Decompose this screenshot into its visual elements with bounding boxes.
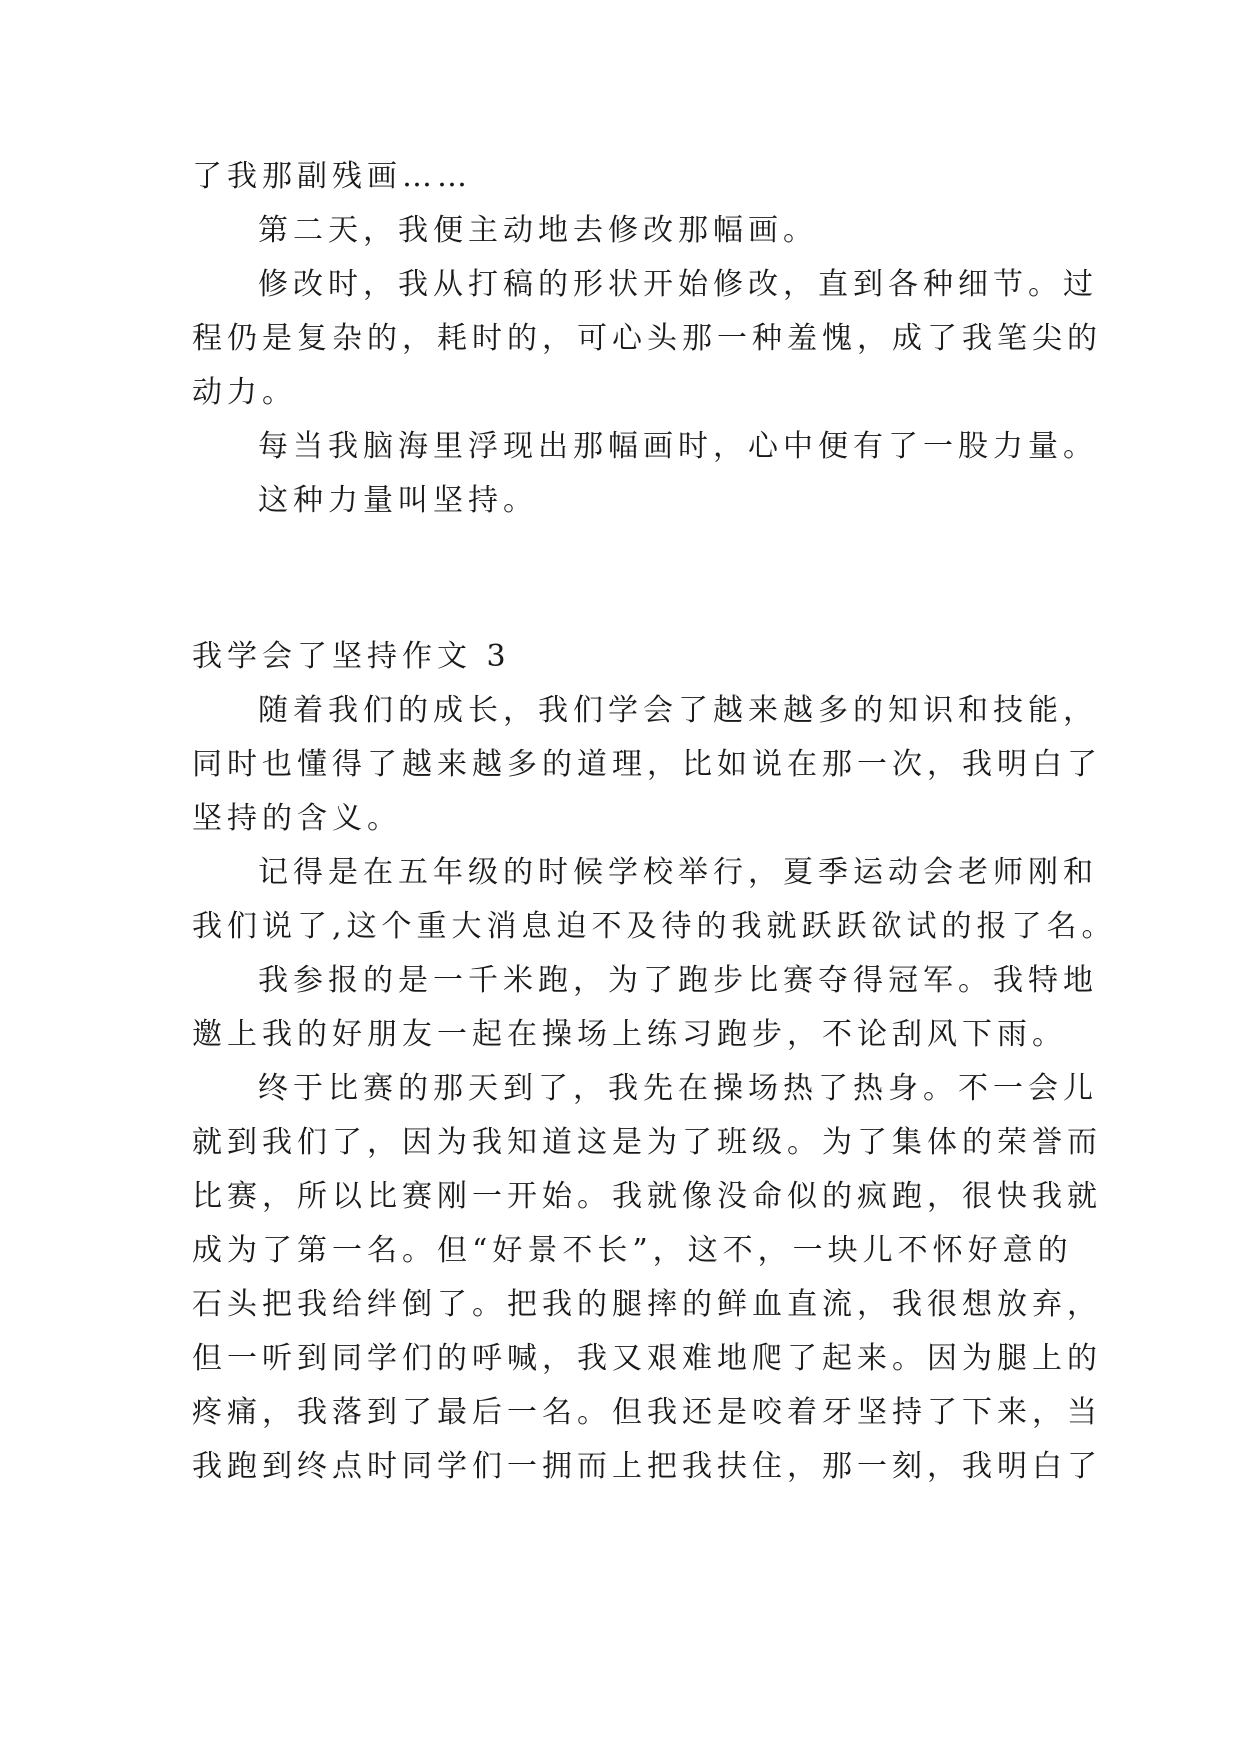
text-line: 坚持的含义。 bbox=[192, 801, 402, 836]
paragraph-line: 第二天，我便主动地去修改那幅画。 bbox=[258, 213, 818, 248]
text-line: 程仍是复杂的，耗时的，可心头那一种羞愧，成了我笔尖的 bbox=[192, 321, 1102, 356]
paragraph-line: 终于比赛的那天到了，我先在操场热了热身。不一会儿 bbox=[258, 1071, 1098, 1106]
text-line: 邀上我的好朋友一起在操场上练习跑步，不论刮风下雨。 bbox=[192, 1017, 1067, 1052]
text-line: 就到我们了，因为我知道这是为了班级。为了集体的荣誉而 bbox=[192, 1125, 1102, 1160]
text-line: 我跑到终点时同学们一拥而上把我扶住，那一刻，我明白了 bbox=[192, 1449, 1102, 1484]
paragraph-line: 我参报的是一千米跑，为了跑步比赛夺得冠军。我特地 bbox=[258, 963, 1098, 998]
text-line: 动力。 bbox=[192, 375, 297, 410]
text-line: 同时也懂得了越来越多的道理，比如说在那一次，我明白了 bbox=[192, 747, 1102, 782]
paragraph-line: 修改时，我从打稿的形状开始修改，直到各种细节。过 bbox=[258, 267, 1098, 302]
text-line: 比赛，所以比赛刚一开始。我就像没命似的疯跑，很快我就 bbox=[192, 1179, 1102, 1214]
essay-title: 我学会了坚持作文 3 bbox=[192, 639, 511, 674]
paragraph-line: 随着我们的成长，我们学会了越来越多的知识和技能， bbox=[258, 693, 1098, 728]
section-gap bbox=[192, 528, 1072, 630]
document-page bbox=[192, 150, 1117, 1494]
paragraph-line: 每当我脑海里浮现出那幅画时，心中便有了一股力量。 bbox=[258, 429, 1098, 464]
paragraph-line: 这种力量叫坚持。 bbox=[258, 483, 538, 518]
text-line: 疼痛，我落到了最后一名。但我还是咬着牙坚持了下来，当 bbox=[192, 1395, 1102, 1430]
text-line: 了我那副残画…… bbox=[192, 159, 472, 194]
text-line: 石头把我给绊倒了。把我的腿摔的鲜血直流，我很想放弃， bbox=[192, 1287, 1102, 1322]
paragraph-line: 记得是在五年级的时候学校举行，夏季运动会老师刚和 bbox=[258, 855, 1098, 890]
text-line: 我们说了,这个重大消息迫不及待的我就跃跃欲试的报了名。 bbox=[192, 909, 1117, 944]
text-line: 成为了第一名。但“好景不长”，这不，一块儿不怀好意的 bbox=[192, 1233, 1073, 1268]
text-line: 但一听到同学们的呼喊，我又艰难地爬了起来。因为腿上的 bbox=[192, 1341, 1102, 1376]
